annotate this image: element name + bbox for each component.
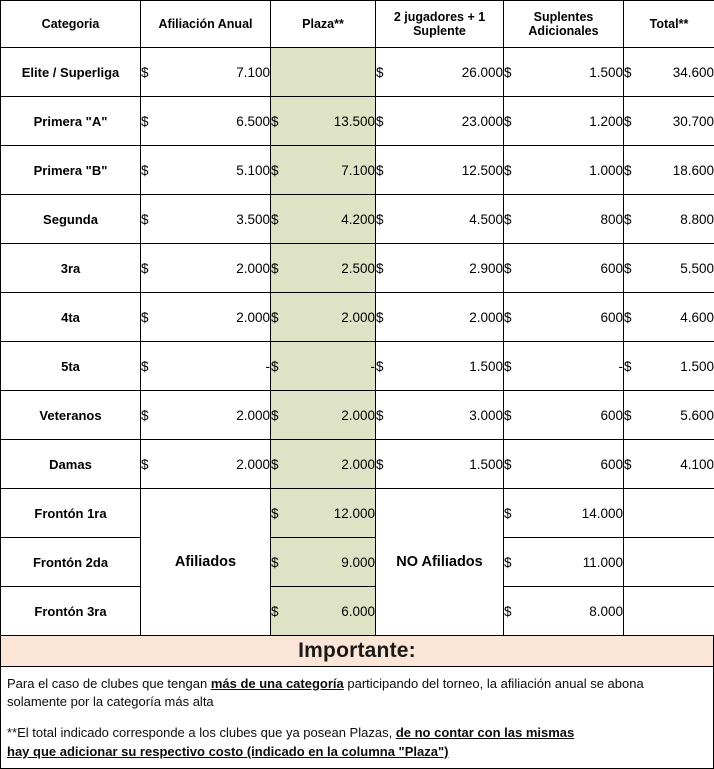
currency-symbol: $ [141, 211, 149, 227]
cell-afiliacion: $ 2.000 [141, 440, 271, 489]
cell-total-empty [624, 538, 714, 587]
important-banner [0, 636, 714, 667]
table-row [1, 342, 714, 391]
row-category: Primera "A" [1, 97, 141, 146]
table-header [1, 1, 714, 48]
currency-symbol: $ [504, 603, 512, 619]
currency-symbol: $ [624, 211, 632, 227]
cell-suplentes: $ 1.200 [504, 97, 624, 146]
currency-symbol: $ [504, 162, 512, 178]
table-row [1, 538, 714, 587]
note2-emphasis-2: hay que adicionar su respectivo costo (indicado en la columna "Plaza") [7, 744, 449, 760]
cell-suplentes: $ 1.000 [504, 146, 624, 195]
important-title: Importante: [298, 638, 416, 662]
currency-symbol: $ [141, 456, 149, 472]
cell-dos-jugadores: $ 12.500 [376, 146, 504, 195]
currency-symbol: $ [376, 64, 384, 80]
currency-symbol: $ [376, 358, 384, 374]
currency-symbol: $ [141, 358, 149, 374]
note-affiliation [7, 675, 707, 713]
currency-symbol: $ [376, 211, 384, 227]
currency-symbol: $ [271, 358, 279, 374]
cell-total: $ 5.500 [624, 244, 714, 293]
cell-total: $ 8.800 [624, 195, 714, 244]
cell-total-empty [624, 489, 714, 538]
row-category: Frontón 2da [1, 538, 141, 587]
currency-symbol: $ [271, 456, 279, 472]
cell-plaza: $ 6.000 [271, 587, 376, 636]
currency-symbol: $ [504, 260, 512, 276]
cell-dos-jugadores: $ 1.500 [376, 440, 504, 489]
currency-symbol: $ [504, 113, 512, 129]
note2-emphasis-1: de no contar con las mismas [395, 725, 575, 741]
table-row [1, 146, 714, 195]
cell-dos-jugadores: $ 2.900 [376, 244, 504, 293]
currency-symbol: $ [624, 64, 632, 80]
cell-suplentes: $ 600 [504, 440, 624, 489]
currency-symbol: $ [624, 309, 632, 325]
cell-plaza: $ - [271, 342, 376, 391]
note1-part2: participando del torneo, la afiliación anual se abona solamente por la categoría más alta [7, 675, 644, 710]
row-category: Damas [1, 440, 141, 489]
cell-suplentes: $ 600 [504, 293, 624, 342]
table-row [1, 195, 714, 244]
currency-symbol: $ [504, 358, 512, 374]
header-dos-jugadores: 2 jugadores + 1 Suplente [376, 1, 504, 48]
row-category: Frontón 3ra [1, 587, 141, 636]
currency-symbol: $ [624, 260, 632, 276]
cell-suplentes: $ 11.000 [504, 538, 624, 587]
header-plaza: Plaza** [271, 1, 376, 48]
currency-symbol: $ [624, 113, 632, 129]
afiliados-label: Afiliados [141, 489, 271, 636]
cell-plaza: $ 2.000 [271, 440, 376, 489]
cell-plaza-empty [271, 48, 376, 97]
cell-total: $ 5.600 [624, 391, 714, 440]
row-category: Frontón 1ra [1, 489, 141, 538]
note2-part1: **El total indicado corresponde a los clubes que ya posean Plazas, [7, 725, 396, 741]
cell-afiliacion: $ 2.000 [141, 391, 271, 440]
currency-symbol: $ [376, 456, 384, 472]
currency-symbol: $ [271, 162, 279, 178]
cell-dos-jugadores: $ 23.000 [376, 97, 504, 146]
cell-plaza: $ 2.500 [271, 244, 376, 293]
currency-symbol: $ [504, 505, 512, 521]
currency-symbol: $ [504, 309, 512, 325]
currency-symbol: $ [624, 456, 632, 472]
cell-afiliacion: $ 2.000 [141, 293, 271, 342]
row-category: Elite / Superliga [1, 48, 141, 97]
cell-total-empty [624, 587, 714, 636]
currency-symbol: $ [271, 309, 279, 325]
table-row [1, 391, 714, 440]
cell-total: $ 30.700 [624, 97, 714, 146]
table-row [1, 97, 714, 146]
header-row [1, 1, 714, 48]
cell-afiliacion: $ 3.500 [141, 195, 271, 244]
currency-symbol: $ [271, 603, 279, 619]
cell-plaza: $ 2.000 [271, 391, 376, 440]
currency-symbol: $ [504, 456, 512, 472]
currency-symbol: $ [141, 260, 149, 276]
currency-symbol: $ [271, 407, 279, 423]
table-row [1, 489, 714, 538]
cell-afiliacion: $ 2.000 [141, 244, 271, 293]
row-category: 4ta [1, 293, 141, 342]
row-category: Primera "B" [1, 146, 141, 195]
currency-symbol: $ [376, 162, 384, 178]
currency-symbol: $ [376, 113, 384, 129]
row-category: Veteranos [1, 391, 141, 440]
currency-symbol: $ [271, 113, 279, 129]
cell-plaza: $ 4.200 [271, 195, 376, 244]
currency-symbol: $ [141, 407, 149, 423]
row-category: Segunda [1, 195, 141, 244]
note1-part1: Para el caso de clubes que tengan [7, 675, 211, 691]
cell-afiliacion: $ - [141, 342, 271, 391]
header-suplentes-adicionales: Suplentes Adicionales [504, 1, 624, 48]
table-row [1, 440, 714, 489]
cell-dos-jugadores: $ 1.500 [376, 342, 504, 391]
cell-suplentes: $ 600 [504, 391, 624, 440]
cell-total: $ 4.600 [624, 293, 714, 342]
cell-plaza: $ 12.000 [271, 489, 376, 538]
cell-plaza: $ 13.500 [271, 97, 376, 146]
table-row [1, 587, 714, 636]
cell-afiliacion: $ 6.500 [141, 97, 271, 146]
cell-suplentes: $ - [504, 342, 624, 391]
cell-dos-jugadores: $ 2.000 [376, 293, 504, 342]
cell-dos-jugadores: $ 4.500 [376, 195, 504, 244]
cell-suplentes: $ 14.000 [504, 489, 624, 538]
currency-symbol: $ [624, 407, 632, 423]
currency-symbol: $ [504, 407, 512, 423]
currency-symbol: $ [376, 407, 384, 423]
cell-dos-jugadores: $ 26.000 [376, 48, 504, 97]
cell-suplentes: $ 8.000 [504, 587, 624, 636]
header-total: Total** [624, 1, 714, 48]
cell-total: $ 4.100 [624, 440, 714, 489]
currency-symbol: $ [271, 554, 279, 570]
table-row [1, 244, 714, 293]
cell-plaza: $ 9.000 [271, 538, 376, 587]
header-afiliacion-anual: Afiliación Anual [141, 1, 271, 48]
cell-total: $ 1.500 [624, 342, 714, 391]
cell-dos-jugadores: $ 3.000 [376, 391, 504, 440]
currency-symbol: $ [271, 505, 279, 521]
table-row [1, 293, 714, 342]
cell-afiliacion: $ 7.100 [141, 48, 271, 97]
currency-symbol: $ [504, 64, 512, 80]
currency-symbol: $ [624, 358, 632, 374]
currency-symbol: $ [141, 113, 149, 129]
currency-symbol: $ [624, 162, 632, 178]
currency-symbol: $ [271, 260, 279, 276]
cell-suplentes: $ 800 [504, 195, 624, 244]
row-category: 5ta [1, 342, 141, 391]
no-afiliados-label: NO Afiliados [376, 489, 504, 636]
table-body [1, 48, 714, 636]
note-total [7, 724, 707, 762]
cell-suplentes: $ 1.500 [504, 48, 624, 97]
row-category: 3ra [1, 244, 141, 293]
currency-symbol: $ [504, 554, 512, 570]
table-row [1, 48, 714, 97]
currency-symbol: $ [504, 211, 512, 227]
currency-symbol: $ [376, 309, 384, 325]
currency-symbol: $ [271, 211, 279, 227]
cell-suplentes: $ 600 [504, 244, 624, 293]
cell-plaza: $ 7.100 [271, 146, 376, 195]
cell-total: $ 18.600 [624, 146, 714, 195]
currency-symbol: $ [141, 64, 149, 80]
cell-plaza: $ 2.000 [271, 293, 376, 342]
header-categoria: Categoria [1, 1, 141, 48]
cell-afiliacion: $ 5.100 [141, 146, 271, 195]
cell-total: $ 34.600 [624, 48, 714, 97]
currency-symbol: $ [376, 260, 384, 276]
notes-section [0, 667, 714, 769]
currency-symbol: $ [141, 309, 149, 325]
note1-emphasis: más de una categoría [210, 675, 344, 691]
currency-symbol: $ [141, 162, 149, 178]
